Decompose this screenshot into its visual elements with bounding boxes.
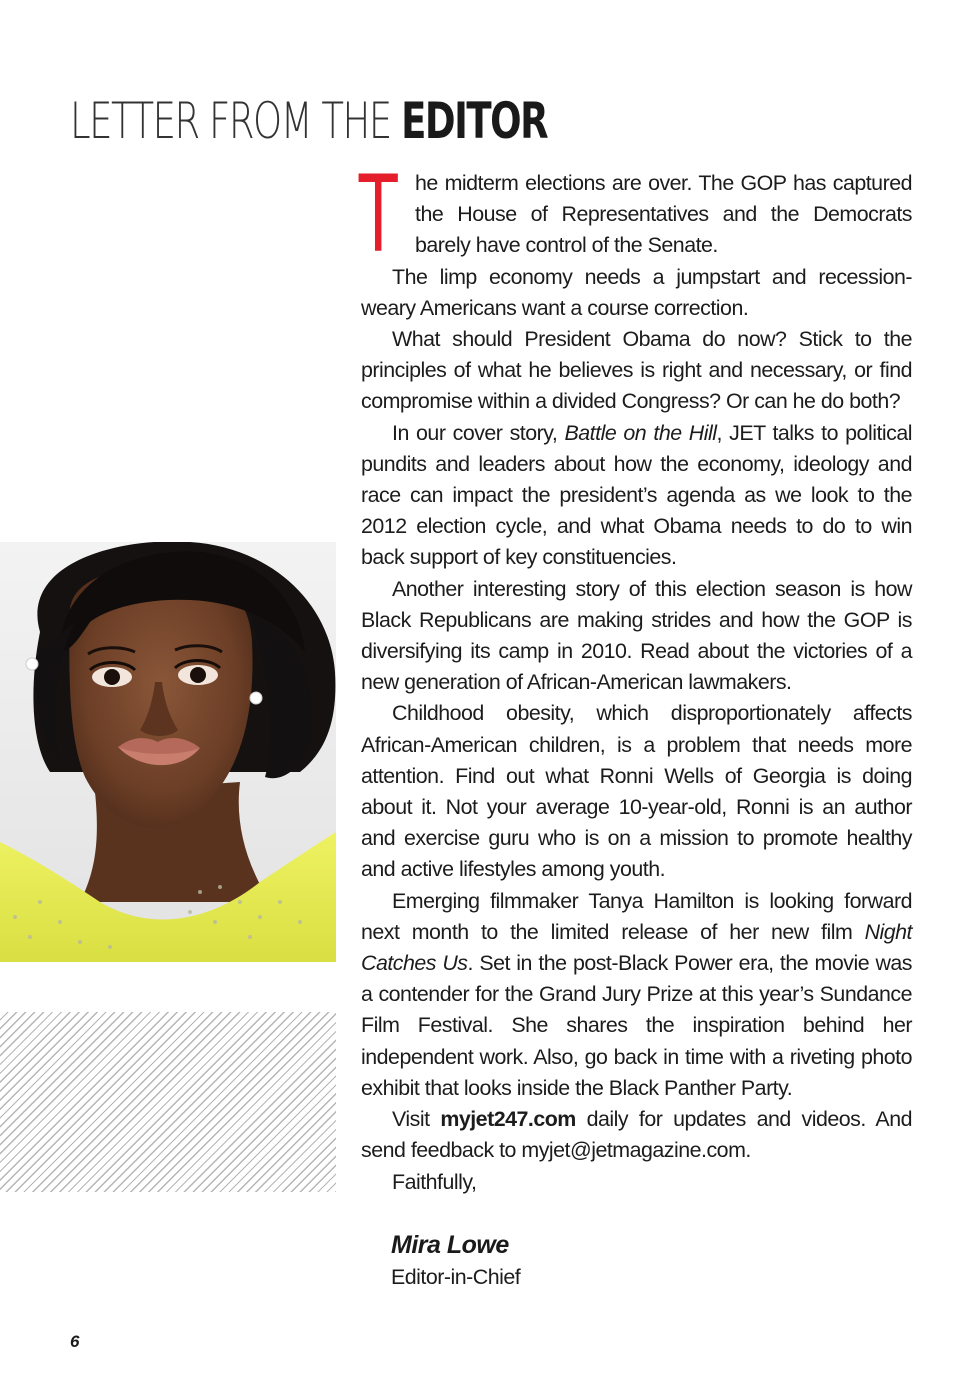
paragraph-cover-story <box>361 418 912 574</box>
film-intro: Emerging filmmaker Tanya Hamilton is looking forward next month to the limited release of her new film <box>361 888 912 944</box>
decorative-stripes <box>0 1012 336 1192</box>
lead-paragraph <box>357 150 912 275</box>
visit-text: daily for updates and videos. And send feedback to myjet@jetmagazine.com. <box>361 1107 912 1163</box>
paragraph-republicans: Another interesting story of this election season is how Black Republicans are making strides and how the GOP is diversifying its camp in 2010. Read about the victories of a new generation of African-American lawmakers. <box>361 576 912 695</box>
portrait-illustration <box>0 542 336 962</box>
visit-intro: Visit <box>392 1107 441 1132</box>
editor-portrait <box>0 542 336 962</box>
title-light: LETTER FROM THE <box>70 92 391 150</box>
drop-cap: T <box>357 150 400 275</box>
title-bold: EDITOR <box>401 92 548 150</box>
paragraph-obesity: Childhood obesity, which disproportionately affects African-American children, is a problem that needs more attention. Find out what Ronni Wells of Georgia is doing about it. Not your average 10-year-old, Ronni is an author and exercise guru who is on a mission to promote healthy and active lifestyles among youth. <box>361 701 912 882</box>
film-title: Night Catches Us <box>361 919 912 976</box>
editor-name: Mira Lowe <box>391 1231 509 1259</box>
lead-text: he midterm elections are over. The GOP has captured the House of Representatives and the Democrats barely have control of the Senate. <box>415 171 912 258</box>
film-text: . Set in the post-Black Power era, the movie was a contender for the Grand Jury Prize at this year’s Sundance Film Festival. She shares the inspiration behind her independent work. Also, go back in time with a riveting photo exhibit that looks inside the Black Panther Party. <box>361 951 913 1100</box>
paragraph-filmmaker <box>361 886 912 1104</box>
page-title <box>70 92 547 150</box>
cover-story-text: , JET talks to political pundits and leaders about how the economy, ideology and race can impact the president’s agenda as we look to the 2012 election cycle, and what Obama needs to do to win back support of key constituencies. <box>361 420 912 570</box>
signature-block <box>391 1228 520 1292</box>
cover-story-title: Battle on the Hill <box>564 420 717 445</box>
editor-letter-body <box>357 150 913 1198</box>
page-number: 6 <box>70 1332 80 1351</box>
editor-title: Editor-in-Chief <box>391 1265 521 1289</box>
paragraph-economy: The limp economy needs a jumpstart and recession-weary Americans want a course correction. <box>361 264 912 320</box>
paragraph-visit <box>361 1104 912 1166</box>
paragraph-obama: What should President Obama do now? Stick to the principles of what he believes is right and necessary, or find compromise within a divided Congress? Or can he do both? <box>361 327 912 414</box>
cover-story-intro: In our cover story, <box>392 420 565 445</box>
closing-line: Faithfully, <box>392 1169 477 1194</box>
website-link[interactable]: myjet247.com <box>440 1107 576 1132</box>
